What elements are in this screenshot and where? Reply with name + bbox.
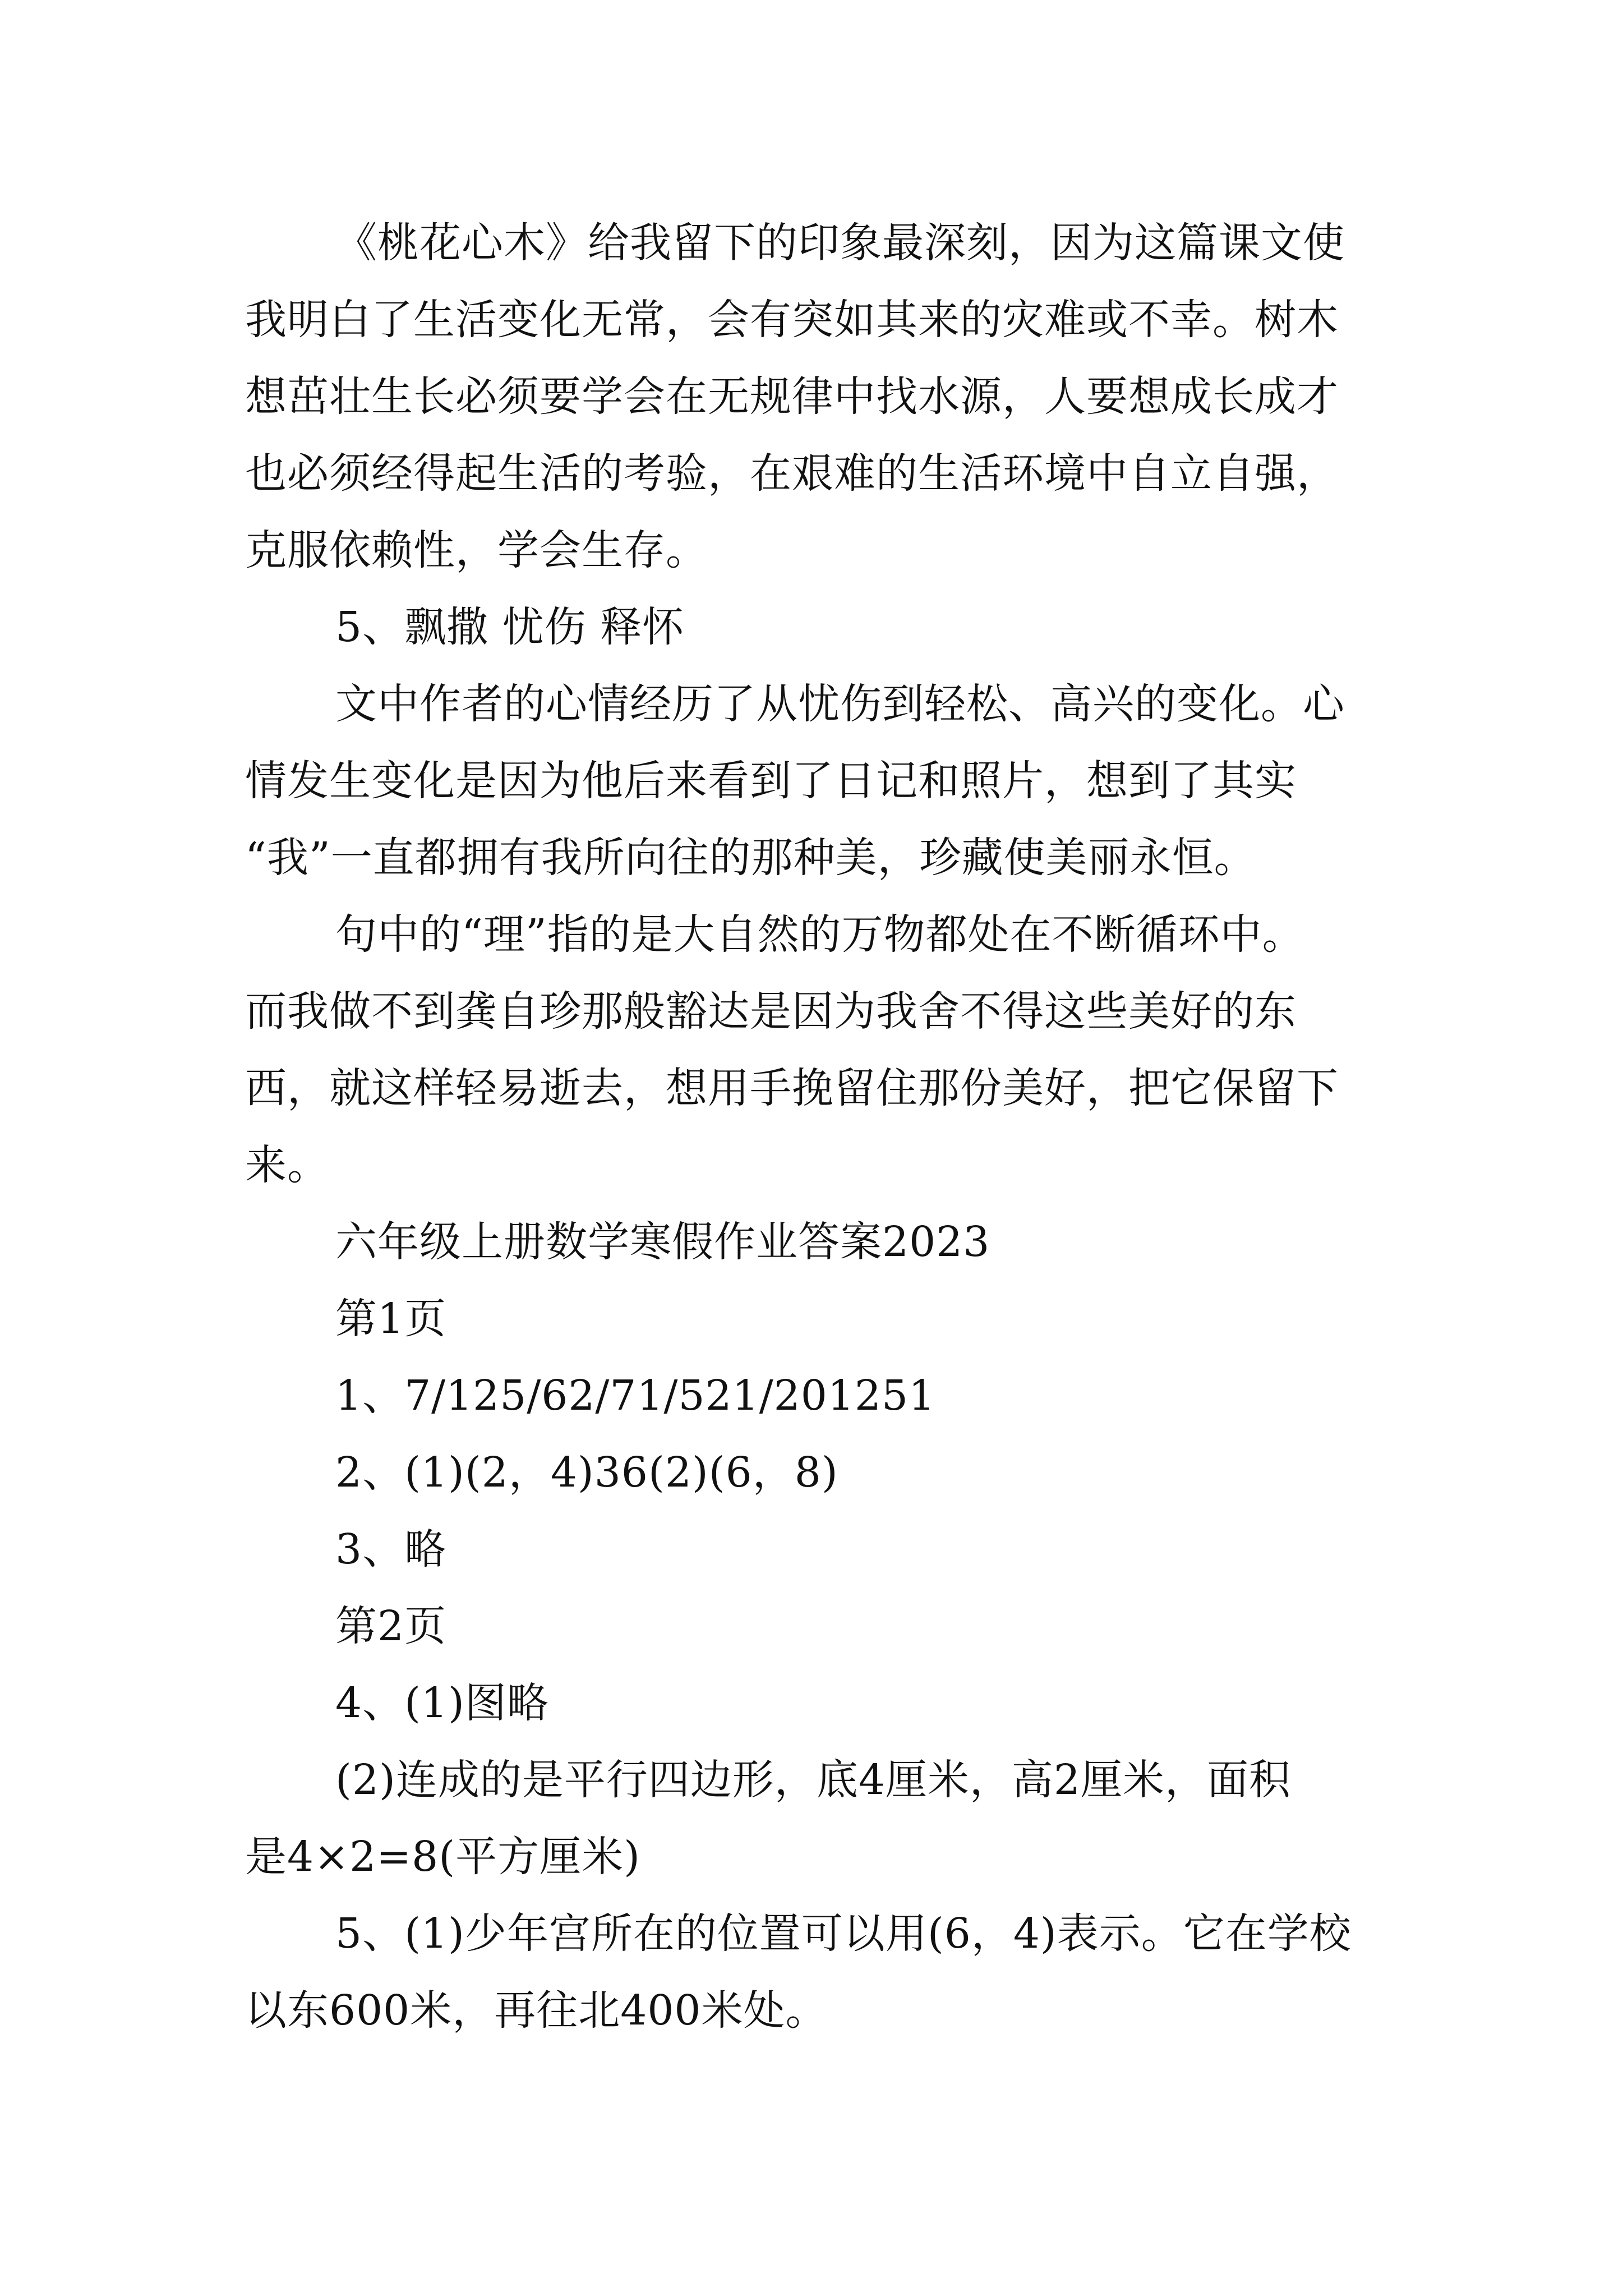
- paragraph-line: 而我做不到龚自珍那般豁达是因为我舍不得这些美好的东: [245, 987, 1297, 1036]
- paragraph-line: 来。: [245, 1141, 329, 1189]
- answer-line: 是4×2=8(平方厘米): [245, 1833, 640, 1881]
- answer-line: 2、(1)(2，4)36(2)(6，8): [335, 1448, 838, 1497]
- paragraph-line: 5、飘撒 忧伤 释怀: [335, 603, 685, 651]
- section-heading: 六年级上册数学寒假作业答案2023: [335, 1218, 990, 1266]
- answer-line: 5、(1)少年宫所在的位置可以用(6，4)表示。它在学校: [335, 1910, 1352, 1958]
- paragraph-line: 句中的“理”指的是大自然的万物都处在不断循环中。: [335, 910, 1304, 959]
- paragraph-line: “我”一直都拥有我所向往的那种美，珍藏使美丽永恒。: [245, 834, 1256, 882]
- answer-line: 4、(1)图略: [335, 1679, 549, 1727]
- paragraph-line: 情发生变化是因为他后来看到了日记和照片，想到了其实: [245, 757, 1297, 805]
- paragraph-line: 想茁壮生长必须要学会在无规律中找水源，人要想成长成才: [245, 372, 1339, 421]
- paragraph-line: 克服依赖性，学会生存。: [245, 526, 708, 574]
- page-marker: 第2页: [335, 1602, 447, 1650]
- page-marker: 第1页: [335, 1295, 447, 1343]
- paragraph-line: 西，就这样轻易逝去，想用手挽留住那份美好，把它保留下: [245, 1064, 1339, 1112]
- paragraph-line: 文中作者的心情经历了从忧伤到轻松、高兴的变化。心: [335, 680, 1345, 728]
- answer-line: 以东600米，再往北400米处。: [245, 1986, 828, 2035]
- answer-line: (2)连成的是平行四边形，底4厘米，高2厘米，面积: [335, 1756, 1291, 1804]
- answer-line: 3、略: [335, 1525, 447, 1573]
- paragraph-line: 我明白了生活变化无常，会有突如其来的灾难或不幸。树木: [245, 296, 1339, 344]
- answer-line: 1、7/125/62/71/521/201251: [335, 1372, 936, 1420]
- paragraph-line: 《桃花心木》给我留下的印象最深刻，因为这篇课文使: [335, 219, 1345, 267]
- paragraph-line: 也必须经得起生活的考验，在艰难的生活环境中自立自强，: [245, 449, 1339, 498]
